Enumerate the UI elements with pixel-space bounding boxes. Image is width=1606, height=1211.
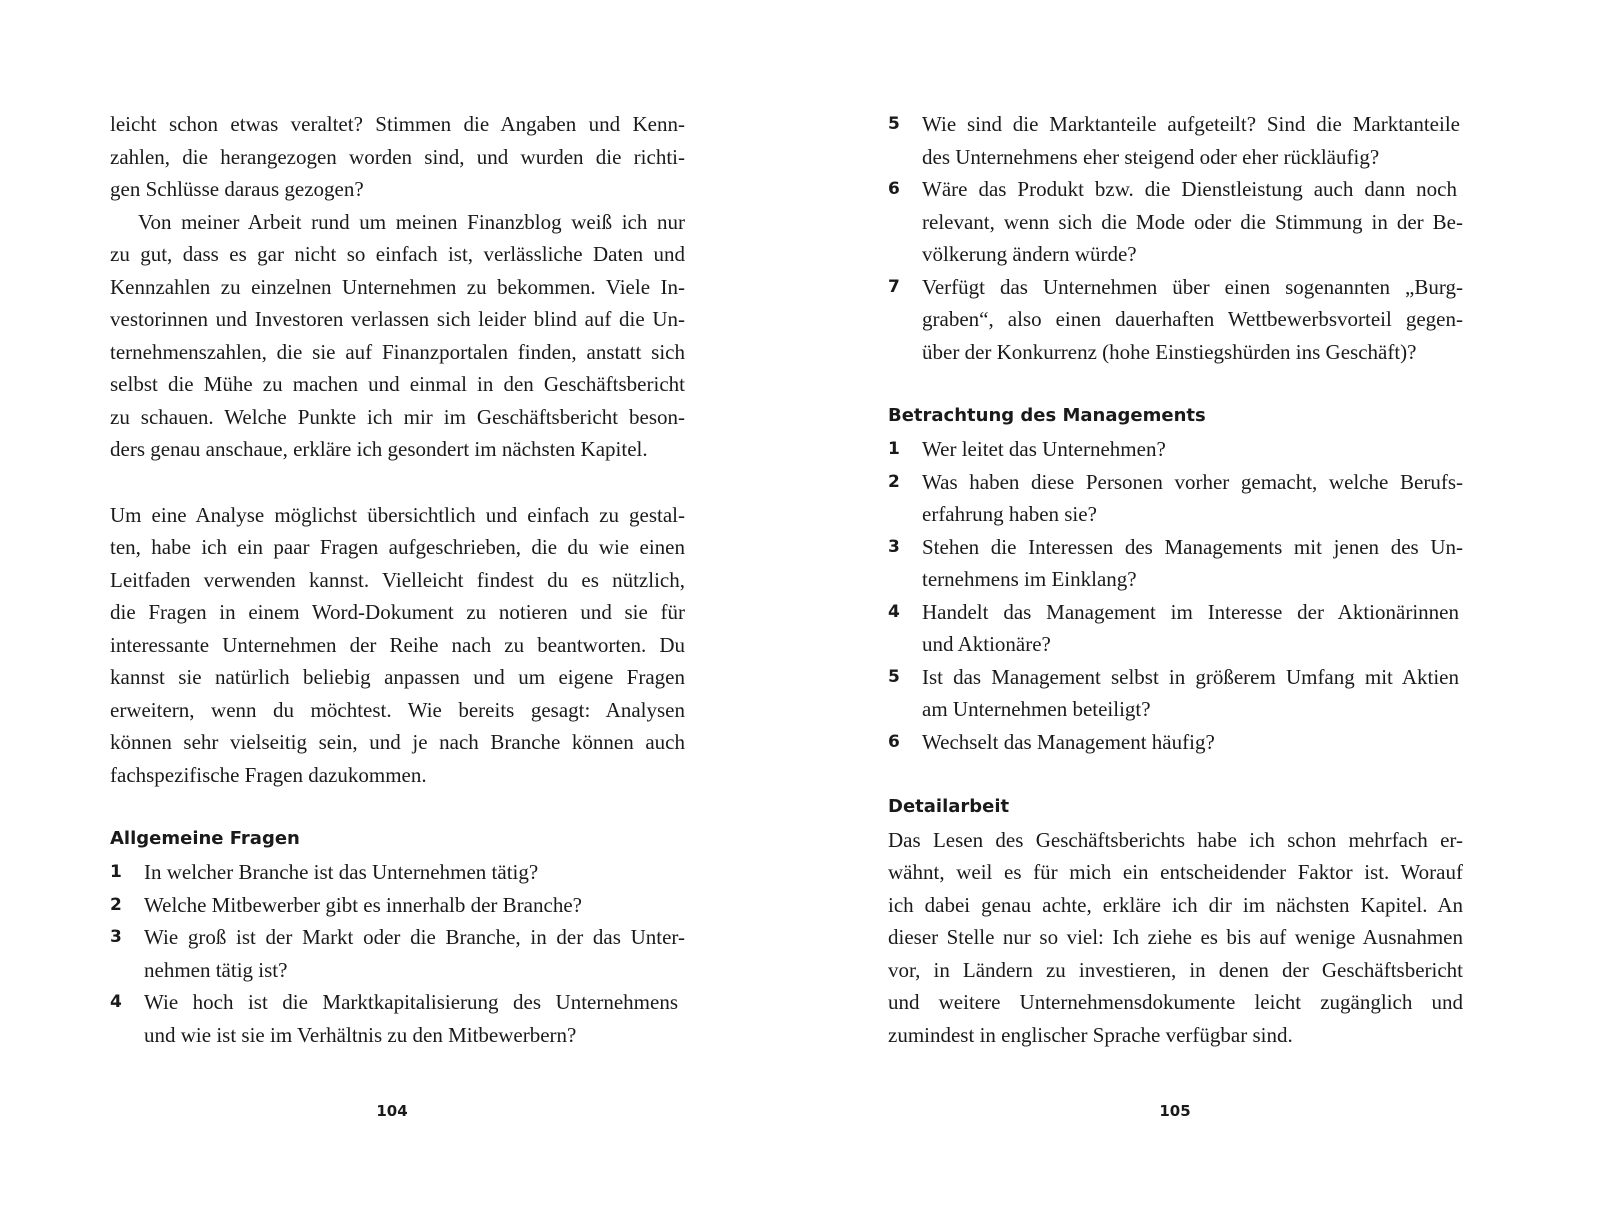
list-number: 3 xyxy=(110,927,122,947)
text-line: selbst die Mühe zu machen und einmal in den Geschäftsbericht xyxy=(110,372,685,396)
list-item: Welche Mitbewerber gibt es innerhalb der Branche? xyxy=(144,893,582,917)
text-line: und weitere Unternehmensdokumente leicht zugänglich und xyxy=(888,990,1463,1014)
list-number: 1 xyxy=(110,862,122,882)
list-item: erfahrung haben sie? xyxy=(922,502,1097,526)
text-line: ternehmenszahlen, die sie auf Finanzportalen finden, anstatt sich xyxy=(110,340,685,364)
list-item: Wechselt das Management häufig? xyxy=(922,730,1215,754)
list-number: 1 xyxy=(888,439,900,459)
list-item: Wie groß ist der Markt oder die Branche, in der das Unter- xyxy=(144,925,685,949)
list-item: graben“, also einen dauerhaften Wettbewerbsvorteil gegen- xyxy=(922,307,1463,331)
section-heading-general: Allgemeine Fragen xyxy=(110,828,300,849)
list-number: 3 xyxy=(888,537,900,557)
text-line: die Fragen in einem Word-Dokument zu notieren und sie für xyxy=(110,600,685,624)
list-item: des Unternehmens eher steigend oder eher rückläufig? xyxy=(922,145,1380,169)
text-line: Das Lesen des Geschäftsberichts habe ich schon mehrfach er- xyxy=(888,828,1463,852)
list-number: 7 xyxy=(888,277,900,297)
list-item: relevant, wenn sich die Mode oder die Stimmung in der Be- xyxy=(922,210,1463,234)
text-line: kannst sie natürlich beliebig anpassen und um eigene Fragen xyxy=(110,665,685,689)
list-item: Wer leitet das Unternehmen? xyxy=(922,437,1166,461)
list-item: und wie ist sie im Verhältnis zu den Mitbewerbern? xyxy=(144,1023,577,1047)
text-line: ders genau anschaue, erkläre ich gesondert im nächsten Kapitel. xyxy=(110,437,648,461)
list-number: 6 xyxy=(888,179,900,199)
list-item: In welcher Branche ist das Unternehmen tätig? xyxy=(144,860,539,884)
text-line: zu gut, dass es gar nicht so einfach ist, verlässliche Daten und xyxy=(110,242,685,266)
text-line: Kennzahlen zu einzelnen Unternehmen zu bekommen. Viele In- xyxy=(110,275,685,299)
text-line: zu schauen. Welche Punkte ich mir im Geschäftsbericht beson- xyxy=(110,405,685,429)
text-line: erweitern, wenn du möchtest. Wie bereits gesagt: Analysen xyxy=(110,698,685,722)
text-line: ten, habe ich ein paar Fragen aufgeschrieben, die du wie einen xyxy=(110,535,685,559)
list-item: und Aktionäre? xyxy=(922,632,1051,656)
text-line: Von meiner Arbeit rund um meinen Finanzblog weiß ich nur xyxy=(138,210,685,234)
list-item: nehmen tätig ist? xyxy=(144,958,288,982)
list-item: Verfügt das Unternehmen über einen sogenannten „Burg- xyxy=(922,275,1463,299)
page-number: 105 xyxy=(1159,1102,1191,1120)
text-line: Um eine Analyse möglichst übersichtlich und einfach zu gestal- xyxy=(110,503,685,527)
text-line: ich dabei genau achte, erkläre ich dir im nächsten Kapitel. An xyxy=(888,893,1463,917)
list-item: Ist das Management selbst in größerem Umfang mit Aktien xyxy=(922,665,1459,689)
list-number: 4 xyxy=(110,992,122,1012)
text-line: vestorinnen und Investoren verlassen sich leider blind auf die Un- xyxy=(110,307,685,331)
text-line: gen Schlüsse daraus gezogen? xyxy=(110,177,364,201)
text-line: zahlen, die herangezogen worden sind, und wurden die richti- xyxy=(110,145,685,169)
right-page xyxy=(803,0,1606,1211)
list-item: Stehen die Interessen des Managements mit jenen des Un- xyxy=(922,535,1463,559)
list-item: Was haben diese Personen vorher gemacht, welche Berufs- xyxy=(922,470,1463,494)
list-number: 5 xyxy=(888,114,900,134)
section-heading-management: Betrachtung des Managements xyxy=(888,405,1206,426)
list-item: Handelt das Management im Interesse der Aktionärinnen xyxy=(922,600,1459,624)
list-item: Wäre das Produkt bzw. die Dienstleistung auch dann noch xyxy=(922,177,1457,201)
text-line: Leitfaden verwenden kannst. Vielleicht findest du es nützlich, xyxy=(110,568,685,592)
list-item: völkerung ändern würde? xyxy=(922,242,1137,266)
list-number: 4 xyxy=(888,602,900,622)
text-line: zumindest in englischer Sprache verfügbar sind. xyxy=(888,1023,1293,1047)
text-line: interessante Unternehmen der Reihe nach zu beantworten. Du xyxy=(110,633,685,657)
list-number: 6 xyxy=(888,732,900,752)
section-heading-detail: Detailarbeit xyxy=(888,796,1010,817)
list-number: 2 xyxy=(110,895,122,915)
text-line: fachspezifische Fragen dazukommen. xyxy=(110,763,427,787)
list-item: am Unternehmen beteiligt? xyxy=(922,697,1151,721)
text-line: können sehr vielseitig sein, und je nach Branche können auch xyxy=(110,730,685,754)
list-item: Wie hoch ist die Marktkapitalisierung des Unternehmens xyxy=(144,990,678,1014)
text-line: vor, in Ländern zu investieren, in denen der Geschäftsbericht xyxy=(888,958,1463,982)
page-number: 104 xyxy=(376,1102,408,1120)
list-item: ternehmens im Einklang? xyxy=(922,567,1137,591)
list-number: 2 xyxy=(888,472,900,492)
text-line: dieser Stelle nur so viel: Ich ziehe es bis auf wenige Ausnahmen xyxy=(888,925,1463,949)
text-line: wähnt, weil es für mich ein entscheidender Faktor ist. Worauf xyxy=(888,860,1463,884)
list-number: 5 xyxy=(888,667,900,687)
text-line: leicht schon etwas veraltet? Stimmen die Angaben und Kenn- xyxy=(110,112,685,136)
list-item: über der Konkurrenz (hohe Einstiegshürden ins Geschäft)? xyxy=(922,340,1417,364)
list-item: Wie sind die Marktanteile aufgeteilt? Sind die Marktanteile xyxy=(922,112,1460,136)
